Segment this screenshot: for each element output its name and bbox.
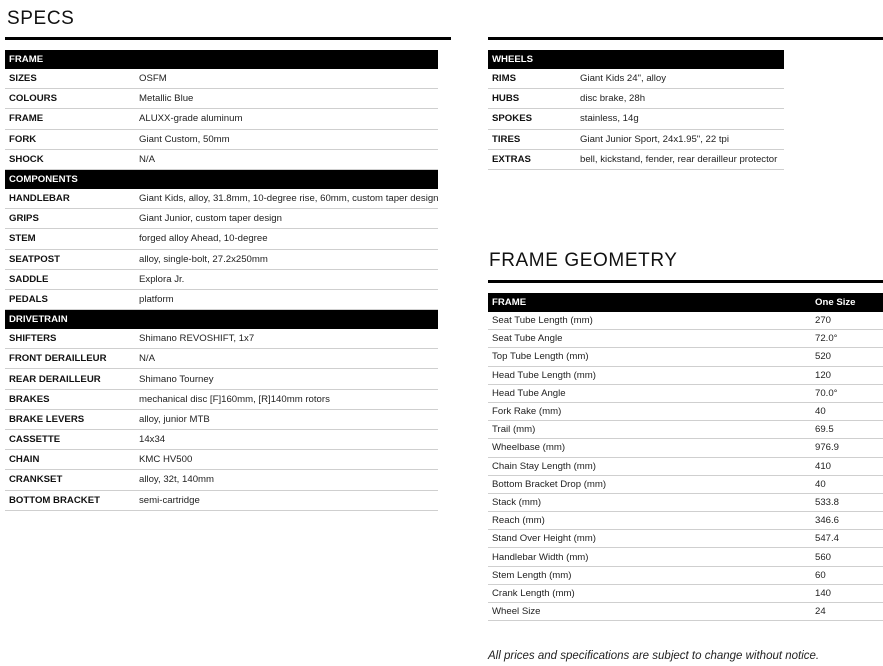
- spec-label: Top Tube Length (mm): [488, 348, 811, 366]
- spec-value: Giant Kids 24", alloy: [576, 69, 784, 89]
- spec-value: forged alloy Ahead, 10-degree: [135, 229, 438, 249]
- section-heading: FRAME: [5, 50, 135, 69]
- geometry-row: [488, 566, 883, 584]
- geometry-table: [488, 293, 883, 621]
- spec-row: [488, 149, 784, 169]
- spec-label: FORK: [5, 129, 135, 149]
- geometry-title-rule: [488, 280, 883, 283]
- spec-label: Wheel Size: [488, 603, 811, 621]
- spec-value: alloy, single-bolt, 27.2x250mm: [135, 249, 438, 269]
- spec-row: [5, 349, 438, 369]
- spec-label: Crank Length (mm): [488, 584, 811, 602]
- spec-value: 70.0°: [811, 384, 883, 402]
- spec-value: 24: [811, 603, 883, 621]
- section-header-row: [5, 169, 438, 189]
- spec-value: Explora Jr.: [135, 269, 438, 289]
- spec-label: FRAME: [5, 109, 135, 129]
- spec-row: [5, 89, 438, 109]
- spec-label: RIMS: [488, 69, 576, 89]
- spec-label: Trail (mm): [488, 421, 811, 439]
- spec-value: 533.8: [811, 493, 883, 511]
- spec-label: Reach (mm): [488, 512, 811, 530]
- spec-value: 40: [811, 475, 883, 493]
- spec-value: 976.9: [811, 439, 883, 457]
- disclaimer-text: All prices and specifications are subject to change without notice.: [488, 650, 820, 662]
- spec-row: [5, 229, 438, 249]
- spec-label: BOTTOM BRACKET: [5, 490, 135, 510]
- spec-row: [5, 209, 438, 229]
- spec-row: [5, 189, 438, 209]
- spec-label: BRAKE LEVERS: [5, 409, 135, 429]
- spec-row: [488, 109, 784, 129]
- spec-row: [5, 129, 438, 149]
- spec-label: HANDLEBAR: [5, 189, 135, 209]
- geometry-row: [488, 512, 883, 530]
- spec-value: 120: [811, 366, 883, 384]
- section-heading-extra: [135, 50, 438, 69]
- spec-label: SIZES: [5, 69, 135, 89]
- spec-value: stainless, 14g: [576, 109, 784, 129]
- wheels-table: [488, 50, 784, 170]
- specs-table: [5, 50, 438, 511]
- spec-row: [5, 389, 438, 409]
- spec-row: [5, 289, 438, 309]
- spec-row: [488, 89, 784, 109]
- spec-label: BRAKES: [5, 389, 135, 409]
- spec-value: 560: [811, 548, 883, 566]
- geometry-row: [488, 312, 883, 330]
- geometry-row: [488, 475, 883, 493]
- spec-row: [5, 249, 438, 269]
- geometry-row: [488, 421, 883, 439]
- section-header-row: [5, 310, 438, 330]
- spec-label: REAR DERAILLEUR: [5, 369, 135, 389]
- spec-value: Giant Junior Sport, 24x1.95", 22 tpi: [576, 129, 784, 149]
- spec-value: Giant Junior, custom taper design: [135, 209, 438, 229]
- section-heading-extra: [576, 50, 784, 69]
- geometry-row: [488, 603, 883, 621]
- spec-label: Stack (mm): [488, 493, 811, 511]
- spec-value: 410: [811, 457, 883, 475]
- spec-row: [5, 69, 438, 89]
- section-header-row: [5, 50, 438, 69]
- spec-value: mechanical disc [F]160mm, [R]140mm rotors: [135, 389, 438, 409]
- spec-label: COLOURS: [5, 89, 135, 109]
- spec-value: semi-cartridge: [135, 490, 438, 510]
- spec-label: CASSETTE: [5, 430, 135, 450]
- spec-value: KMC HV500: [135, 450, 438, 470]
- section-heading-extra: [135, 169, 438, 189]
- spec-label: Fork Rake (mm): [488, 402, 811, 420]
- spec-value: alloy, 32t, 140mm: [135, 470, 438, 490]
- spec-value: 14x34: [135, 430, 438, 450]
- spec-label: EXTRAS: [488, 149, 576, 169]
- spec-label: CRANKSET: [5, 470, 135, 490]
- spec-row: [5, 149, 438, 169]
- spec-row: [5, 329, 438, 349]
- spec-value: 270: [811, 312, 883, 330]
- geometry-row: [488, 330, 883, 348]
- spec-value: N/A: [135, 349, 438, 369]
- spec-value: Shimano Tourney: [135, 369, 438, 389]
- spec-row: [5, 450, 438, 470]
- spec-value: bell, kickstand, fender, rear derailleur protector: [576, 149, 784, 169]
- spec-label: Chain Stay Length (mm): [488, 457, 811, 475]
- spec-value: 69.5: [811, 421, 883, 439]
- section-heading: DRIVETRAIN: [5, 310, 135, 330]
- spec-row: [5, 430, 438, 450]
- spec-value: platform: [135, 289, 438, 309]
- spec-row: [5, 269, 438, 289]
- geometry-row: [488, 548, 883, 566]
- spec-label: PEDALS: [5, 289, 135, 309]
- spec-label: Seat Tube Angle: [488, 330, 811, 348]
- spec-value: alloy, junior MTB: [135, 409, 438, 429]
- spec-label: STEM: [5, 229, 135, 249]
- geometry-row: [488, 439, 883, 457]
- specs-title-rule: [5, 37, 451, 40]
- geometry-header-row: [488, 293, 883, 312]
- spec-value: 520: [811, 348, 883, 366]
- spec-label: GRIPS: [5, 209, 135, 229]
- spec-value: OSFM: [135, 69, 438, 89]
- geometry-row: [488, 584, 883, 602]
- wheels-top-rule: [488, 37, 883, 40]
- spec-row: [5, 409, 438, 429]
- spec-value: 140: [811, 584, 883, 602]
- spec-label: Stem Length (mm): [488, 566, 811, 584]
- spec-value: Metallic Blue: [135, 89, 438, 109]
- spec-label: SHOCK: [5, 149, 135, 169]
- spec-label: Bottom Bracket Drop (mm): [488, 475, 811, 493]
- spec-value: disc brake, 28h: [576, 89, 784, 109]
- spec-value: 346.6: [811, 512, 883, 530]
- spec-value: 40: [811, 402, 883, 420]
- spec-value: Shimano REVOSHIFT, 1x7: [135, 329, 438, 349]
- geometry-row: [488, 530, 883, 548]
- spec-label: Handlebar Width (mm): [488, 548, 811, 566]
- geometry-row: [488, 348, 883, 366]
- spec-value: 72.0°: [811, 330, 883, 348]
- spec-value: ALUXX-grade aluminum: [135, 109, 438, 129]
- spec-row: [5, 490, 438, 510]
- section-heading: COMPONENTS: [5, 169, 135, 189]
- spec-label: FRONT DERAILLEUR: [5, 349, 135, 369]
- spec-row: [5, 470, 438, 490]
- section-heading: FRAME: [488, 293, 811, 312]
- geometry-row: [488, 457, 883, 475]
- spec-row: [488, 129, 784, 149]
- spec-value: 60: [811, 566, 883, 584]
- section-header-row: [488, 50, 784, 69]
- spec-row: [5, 109, 438, 129]
- spec-label: Wheelbase (mm): [488, 439, 811, 457]
- section-heading-extra: [135, 310, 438, 330]
- specs-title: SPECS: [7, 8, 75, 29]
- geometry-row: [488, 384, 883, 402]
- spec-value: N/A: [135, 149, 438, 169]
- spec-value: Giant Kids, alloy, 31.8mm, 10-degree rise, 60mm, custom taper design: [135, 189, 438, 209]
- section-heading: WHEELS: [488, 50, 576, 69]
- spec-label: TIRES: [488, 129, 576, 149]
- spec-label: SPOKES: [488, 109, 576, 129]
- spec-label: CHAIN: [5, 450, 135, 470]
- spec-row: [488, 69, 784, 89]
- spec-label: Head Tube Length (mm): [488, 366, 811, 384]
- spec-value: 547.4: [811, 530, 883, 548]
- section-heading-extra: One Size: [811, 293, 883, 312]
- spec-label: HUBS: [488, 89, 576, 109]
- geometry-row: [488, 402, 883, 420]
- geometry-row: [488, 493, 883, 511]
- geometry-row: [488, 366, 883, 384]
- spec-label: Head Tube Angle: [488, 384, 811, 402]
- spec-label: Seat Tube Length (mm): [488, 312, 811, 330]
- spec-label: Stand Over Height (mm): [488, 530, 811, 548]
- spec-label: SEATPOST: [5, 249, 135, 269]
- spec-value: Giant Custom, 50mm: [135, 129, 438, 149]
- spec-label: SADDLE: [5, 269, 135, 289]
- spec-label: SHIFTERS: [5, 329, 135, 349]
- geometry-title: FRAME GEOMETRY: [489, 250, 678, 271]
- spec-row: [5, 369, 438, 389]
